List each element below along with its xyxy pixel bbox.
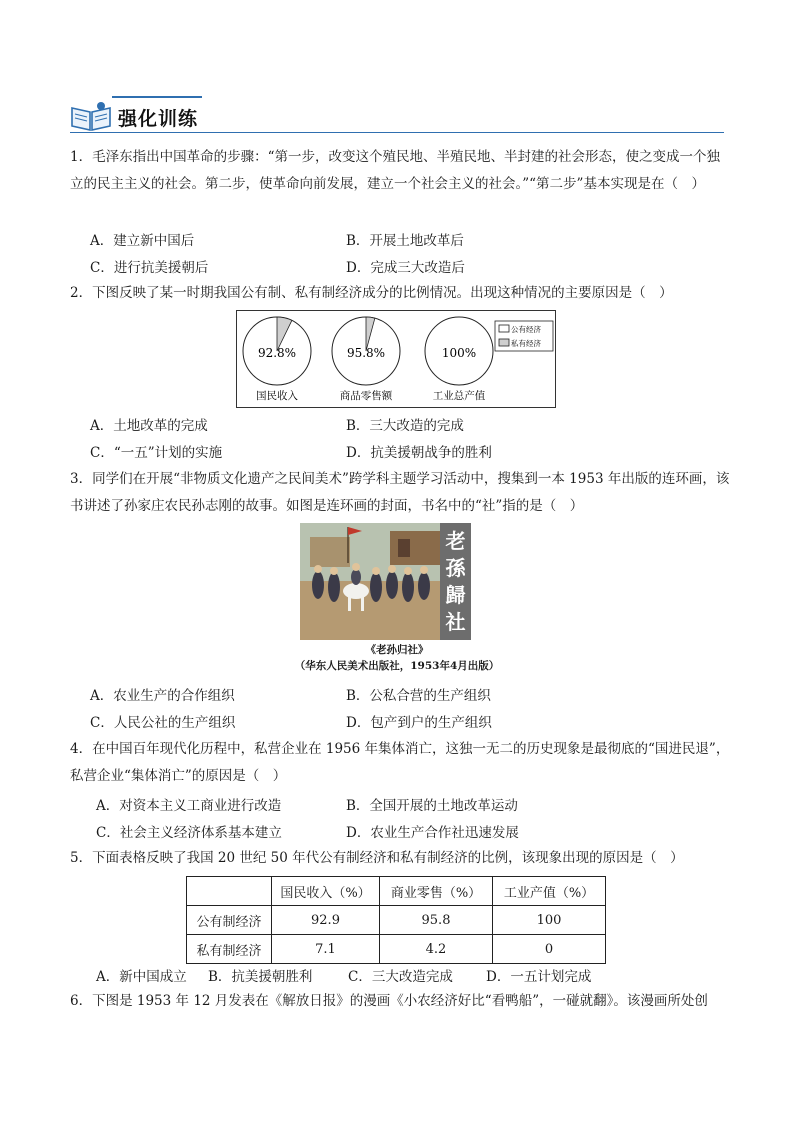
question-5-stem: 5．下面表格反映了我国 20 世纪 50 年代公有制经济和私有制经济的比例，该现象出现的原因是（ ） [70,850,684,866]
q4-option-c[interactable]: C．社会主义经济体系基本建立 [96,825,282,841]
pie-retail-sales [332,317,400,402]
q2-option-d[interactable]: D．抗美援朝战争的胜利 [346,445,492,461]
q1-option-b[interactable]: B．开展土地改革后 [346,233,464,249]
header-accent-line [112,96,202,98]
table-cell: 92.9 [272,906,380,935]
table-cell: 4.2 [380,935,493,964]
ownership-pie-charts [236,310,556,408]
table-cell: 0 [493,935,606,964]
pie-label-retail-sales: 商品零售额 [339,390,393,402]
legend-label-public: 公有经济 [511,325,541,334]
pie-pct-industrial-output: 100% [441,346,477,360]
table-row [187,906,606,935]
pie-legend [495,321,553,351]
q3-option-a[interactable]: A．农业生产的合作组织 [90,688,235,704]
q1-option-d[interactable]: D．完成三大改造后 [346,260,465,276]
q4-option-a[interactable]: A．对资本主义工商业进行改造 [96,798,282,814]
q3-option-b[interactable]: B．公私合营的生产组织 [346,688,491,704]
q3-option-d[interactable]: D．包产到户的生产组织 [346,715,492,731]
pie-label-national-income: 国民收入 [256,390,298,402]
cover-title-char-4: 社 [445,610,466,634]
q2-option-b[interactable]: B．三大改造的完成 [346,418,464,434]
question-1-stem: 1．毛泽东指出中国革命的步骤：“第一步，改变这个殖民地、半殖民地、半封建的社会形态，使之变成一个独立的民主主义的社会。第二步，使革命向前发展，建立一个社会主义的社会。”“第二步”基本实现是在（ ） [70,149,720,192]
q3-option-c[interactable]: C．人民公社的生产组织 [90,715,236,731]
header-title: 强化训练 [118,108,199,130]
question-2-stem: 2．下图反映了某一时期我国公有制、私有制经济成分的比例情况。出现这种情况的主要原因是（ ） [70,285,673,301]
q2-option-a[interactable]: A．土地改革的完成 [90,418,208,434]
q5-option-c[interactable]: C．三大改造完成 [348,969,453,985]
table-row [187,935,606,964]
cover-title-char-2: 孫 [445,556,466,580]
pie-pct-retail-sales: 95.8% [346,346,386,360]
question-4-stem: 4．在中国百年现代化历程中，私营企业在 1956 年集体消亡，这独一无二的历史现象是最彻底的“国进民退”，私营企业“集体消亡”的原因是（ ） [70,741,730,784]
q5-option-a[interactable]: A．新中国成立 [96,969,187,985]
q1-option-a[interactable]: A．建立新中国后 [90,233,195,249]
q4-option-b[interactable]: B．全国开展的土地改革运动 [346,798,518,814]
comic-cover-illustration [300,523,471,640]
comic-caption-publisher: （华东人民美术出版社，1953年4月出版） [294,660,500,672]
table-cell: 7.1 [272,935,380,964]
q5-option-b[interactable]: B．抗美援朝胜利 [208,969,313,985]
ownership-ratio-table [186,876,606,964]
table-cell: 公有制经济 [187,906,272,935]
table-header-row [187,877,606,906]
pie-pct-national-income: 92.8% [257,346,297,360]
pie-label-industrial-output: 工业总产值 [432,390,486,402]
q4-option-d[interactable]: D．农业生产合作社迅速发展 [346,825,519,841]
section-header [70,96,724,136]
legend-label-private: 私有经济 [511,339,541,348]
pie-industrial-output [425,317,493,402]
q1-option-c[interactable]: C．进行抗美援朝后 [90,260,209,276]
table-cell: 100 [493,906,606,935]
header-underline [70,132,724,133]
legend-swatch-public [499,325,509,332]
comic-cover-image [300,523,471,640]
pie-chart-svg [237,311,555,407]
cover-title-char-3: 歸 [445,583,466,607]
table-header-cell [187,877,272,906]
legend-swatch-private [499,339,509,346]
q2-option-c[interactable]: C．“一五”计划的实施 [90,445,223,461]
question-3-stem: 3．同学们在开展“非物质文化遗产之民间美术”跨学科主题学习活动中，搜集到一本 1953 年出版的连环画，该书讲述了孙家庄农民孙志刚的故事。如图是连环画的封面，书名中的“社”指的是（ ） [70,471,730,514]
question-6-stem: 6．下图是 1953 年 12 月发表在《解放日报》的漫画《小农经济好比“看鸭船”，一碰就翻》。该漫画所处创 [70,993,708,1009]
table-header-cell: 商业零售（%） [380,877,493,906]
q5-option-d[interactable]: D．一五计划完成 [486,969,592,985]
table-cell: 95.8 [380,906,493,935]
open-book-icon [70,100,112,132]
table-header-cell: 工业产值（%） [493,877,606,906]
pie-national-income [243,317,311,402]
table-cell: 私有制经济 [187,935,272,964]
cover-title-char-1: 老 [445,529,466,553]
comic-caption-title: 《老孙归社》 [365,644,429,656]
table-header-cell: 国民收入（%） [272,877,380,906]
